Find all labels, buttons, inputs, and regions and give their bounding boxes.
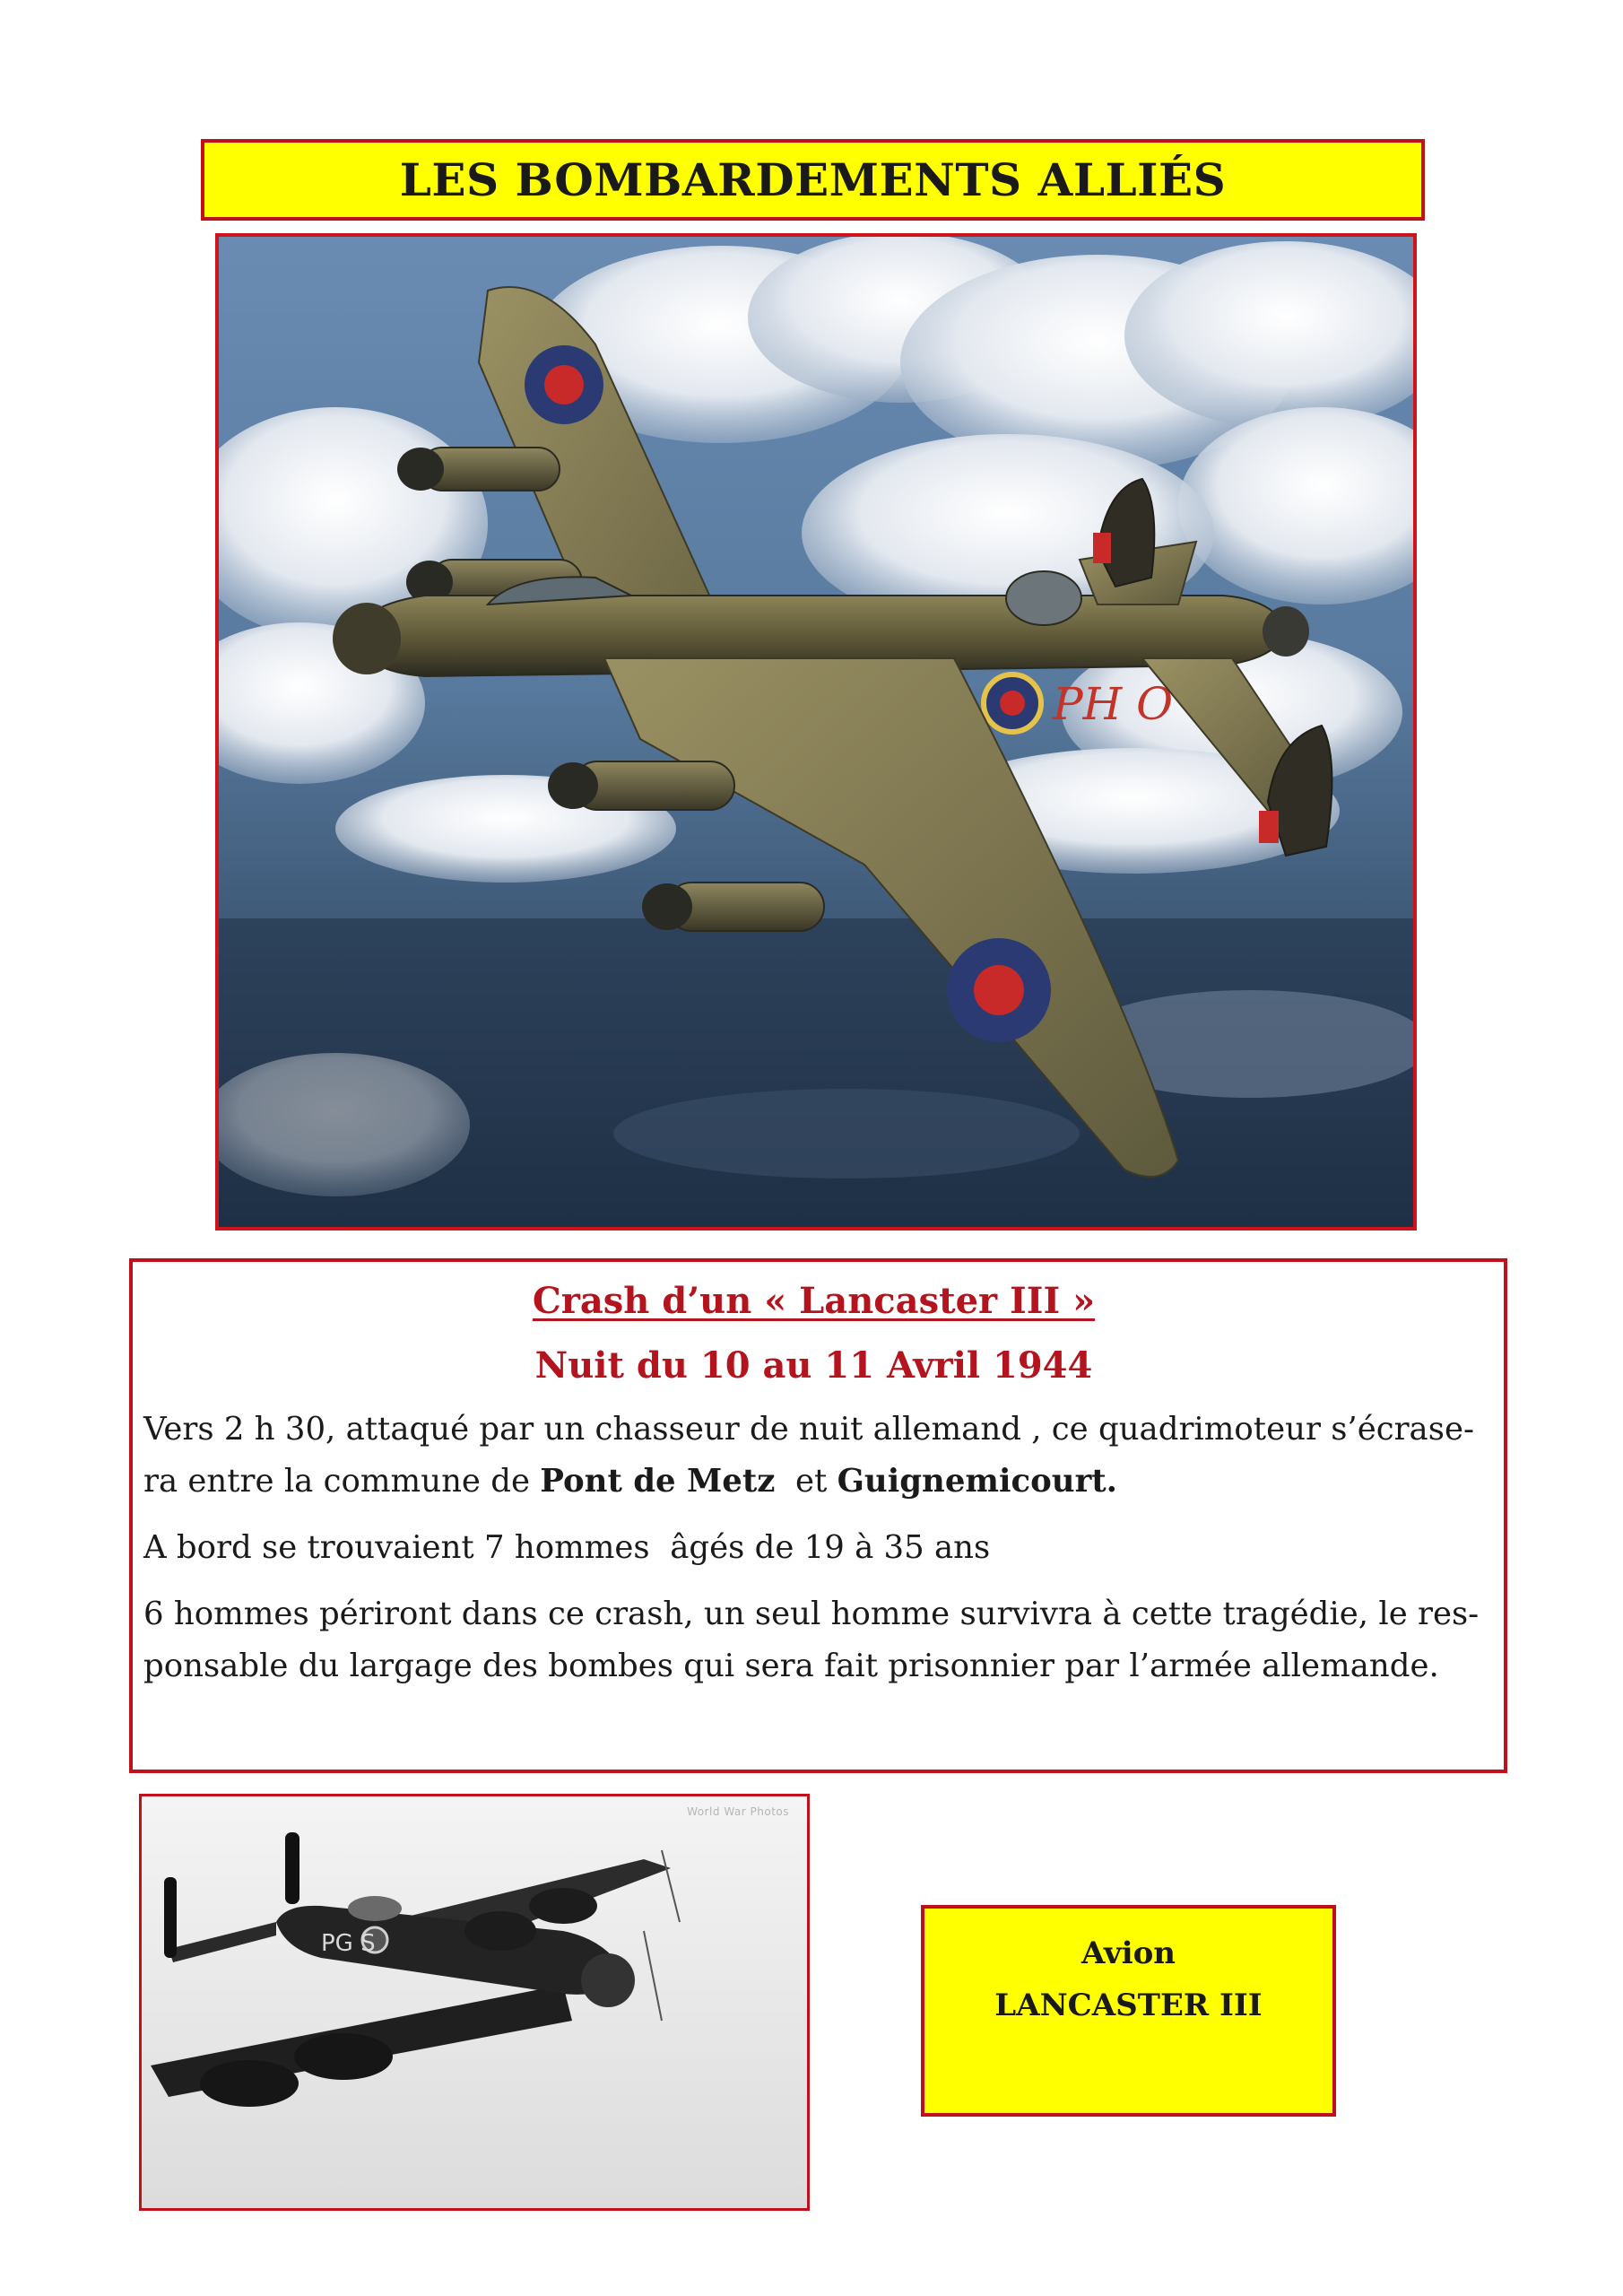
lancaster-photo-image [142,1796,807,2208]
story-paragraph-1-connector: et [775,1463,838,1500]
hero-image [215,233,1417,1231]
lancaster-painting [219,237,1413,1227]
story-paragraph-1-lead: ra entre la commune de [143,1463,541,1500]
page-title: LES BOMBARDEMENTS ALLIÉS [399,153,1227,206]
title-banner [201,139,1425,221]
story-paragraph-2: A bord se trouvaient 7 hommes âgés de 19 à 35 ans [143,1529,991,1566]
story-heading: Crash d’un « Lancaster III » [532,1280,1096,1322]
story-paragraph-3-line-1: 6 hommes périront dans ce crash, un seul homme survivra à cette tragédie, le res- [143,1596,1480,1632]
caption-line-1: Avion [1081,1935,1176,1971]
story-paragraph-3-line-2: ponsable du largage des bombes qui sera fait prisonnier par l’armée allemande. [143,1648,1439,1684]
story-paragraph-1-line-1: Vers 2 h 30, attaqué par un chasseur de nuit allemand , ce quadrimoteur s’écrase- [143,1411,1474,1448]
story-box [129,1258,1507,1773]
photo-fuselage-code: PG S [321,1930,376,1957]
fuselage-code: PH O [1053,678,1174,730]
caption-box [921,1905,1336,2117]
story-paragraph-3 [143,1588,1484,1692]
photo-watermark: World War Photos [687,1805,789,1818]
lancaster-photo [139,1794,810,2211]
place-pont-de-metz: Pont de Metz [540,1463,776,1500]
place-guignemicourt: Guignemicourt. [837,1463,1118,1500]
story-paragraph-1 [143,1404,1484,1508]
story-date: Nuit du 10 au 11 Avril 1944 [534,1344,1093,1387]
caption-line-2: LANCASTER III [994,1987,1263,2023]
